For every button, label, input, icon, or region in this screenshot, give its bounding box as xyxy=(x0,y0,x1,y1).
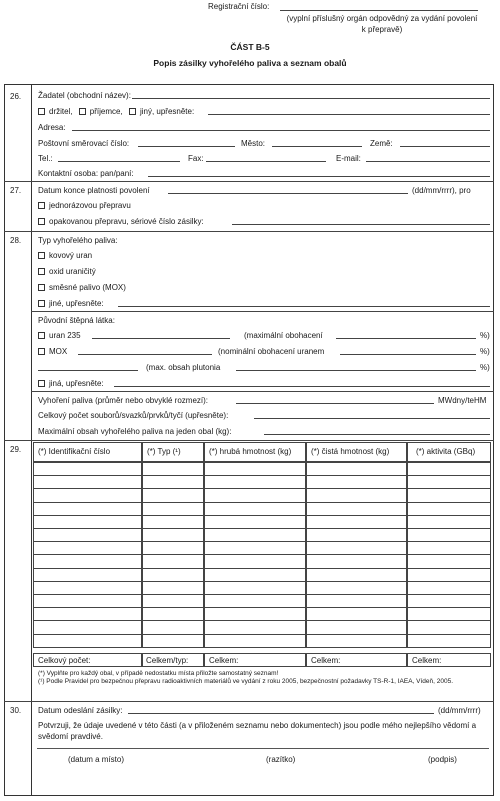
max-enrichment-field[interactable] xyxy=(336,338,476,339)
table-cell[interactable] xyxy=(204,634,306,648)
table-cell[interactable] xyxy=(142,554,204,568)
table-cell[interactable] xyxy=(306,594,407,608)
table-cell[interactable] xyxy=(204,462,306,476)
fuel-option-mox xyxy=(38,283,126,292)
table-cell[interactable] xyxy=(204,554,306,568)
table-cell[interactable] xyxy=(407,554,491,568)
table-cell[interactable] xyxy=(142,581,204,595)
fuel-other-label: jiné, upřesněte: xyxy=(49,299,104,308)
column-header-activity xyxy=(407,442,491,462)
total-count-cell xyxy=(33,653,142,667)
other-role-checkbox[interactable] xyxy=(129,108,136,115)
table-cell[interactable] xyxy=(33,475,142,489)
email-field[interactable] xyxy=(366,161,490,162)
tel-field[interactable] xyxy=(58,161,180,162)
total-type-label: Celkem/typ: xyxy=(146,656,189,665)
stamp-caption: (razítko) xyxy=(266,755,296,764)
fuel-oxide-label: oxid uraničitý xyxy=(49,267,96,276)
country-label: Země: xyxy=(370,139,393,148)
table-cell[interactable] xyxy=(33,634,142,648)
section-divider xyxy=(4,231,494,232)
subsection-divider xyxy=(31,311,494,312)
plutonium-field[interactable] xyxy=(38,370,138,371)
footnote-1: (*) Vyplňte pro každý obal, v případě nedostatku místa přiložte samostatný seznam! xyxy=(38,670,279,677)
fuel-option-other xyxy=(38,299,104,308)
address-field[interactable] xyxy=(72,130,490,131)
table-cell[interactable] xyxy=(407,620,491,634)
signature-caption: (podpis) xyxy=(428,755,457,764)
other-role-label: jiný, upřesněte: xyxy=(139,107,195,116)
repeat-transport-checkbox[interactable] xyxy=(38,218,45,225)
column-header-net xyxy=(306,442,407,462)
section-divider xyxy=(4,440,494,441)
role-options xyxy=(38,107,194,116)
single-transport-option xyxy=(38,201,131,210)
section-26-number: 26. xyxy=(10,92,22,101)
percent-label: %) xyxy=(480,347,490,356)
section-divider xyxy=(4,701,494,702)
registration-note: (vyplní příslušný orgán odpovědný za vydání povolení k přepravě) xyxy=(286,14,478,34)
fax-label: Fax: xyxy=(188,154,204,163)
total-net-label: Celkem: xyxy=(311,656,341,665)
form-title: Popis zásilky vyhořelého paliva a seznam obalů xyxy=(153,58,347,68)
table-cell[interactable] xyxy=(204,502,306,516)
table-cell[interactable] xyxy=(33,554,142,568)
table-cell[interactable] xyxy=(33,528,142,542)
percent-label: %) xyxy=(480,331,490,340)
fuel-mox-label: směsné palivo (MOX) xyxy=(49,283,126,292)
column-header-type-text: (*) Typ (¹) xyxy=(147,447,181,456)
holder-label: držitel, xyxy=(49,107,73,116)
table-cell[interactable] xyxy=(33,502,142,516)
table-cell[interactable] xyxy=(306,607,407,621)
table-cell[interactable] xyxy=(33,515,142,529)
table-cell[interactable] xyxy=(142,568,204,582)
confirmation-text: Potvrzuji, že údaje uvedené v této části (a v přiloženém seznamu nebo dokumentech) jsou podle mého nejlepšího vědomí a svědomí pravdivé. xyxy=(38,721,477,741)
table-cell[interactable] xyxy=(204,528,306,542)
table-cell[interactable] xyxy=(33,620,142,634)
send-date-field[interactable] xyxy=(128,713,434,714)
fissile-material-label: Původní štěpná látka: xyxy=(38,316,115,325)
section-28-number: 28. xyxy=(10,236,22,245)
u235-checkbox[interactable] xyxy=(38,332,45,339)
other-fissile-checkbox[interactable] xyxy=(38,380,45,387)
registration-number-field[interactable] xyxy=(280,10,478,11)
column-header-type xyxy=(142,442,204,462)
expiry-label: Datum konce platnosti povolení xyxy=(38,186,150,195)
table-cell[interactable] xyxy=(407,515,491,529)
mox-option xyxy=(38,347,67,356)
column-header-net-text: (*) čistá hmotnost (kg) xyxy=(311,447,390,456)
table-cell[interactable] xyxy=(306,581,407,595)
table-cell[interactable] xyxy=(33,541,142,555)
table-cell[interactable] xyxy=(204,488,306,502)
max-per-package-field[interactable] xyxy=(264,434,490,435)
column-header-id xyxy=(33,442,142,462)
table-cell[interactable] xyxy=(306,488,407,502)
total-gross-label: Celkem: xyxy=(209,656,239,665)
table-cell[interactable] xyxy=(407,581,491,595)
section-30-number: 30. xyxy=(10,706,22,715)
section-27-number: 27. xyxy=(10,186,22,195)
fuel-metal-checkbox[interactable] xyxy=(38,252,45,259)
table-cell[interactable] xyxy=(204,620,306,634)
table-cell[interactable] xyxy=(306,541,407,555)
city-label: Město: xyxy=(241,139,266,148)
fuel-option-oxide xyxy=(38,267,96,276)
column-header-id-text: (*) Identifikační číslo xyxy=(38,447,111,456)
table-cell[interactable] xyxy=(33,607,142,621)
applicant-label: Žadatel (obchodní název): xyxy=(38,91,131,100)
contact-label: Kontaktní osoba: pan/paní: xyxy=(38,169,134,178)
total-items-label: Celkový počet souborů/svazků/prvků/tyčí (upřesněte): xyxy=(38,411,229,420)
table-cell[interactable] xyxy=(204,568,306,582)
total-activity-label: Celkem: xyxy=(412,656,442,665)
table-cell[interactable] xyxy=(33,488,142,502)
contact-field[interactable] xyxy=(148,176,490,177)
table-cell[interactable] xyxy=(142,594,204,608)
table-cell[interactable] xyxy=(204,515,306,529)
table-cell[interactable] xyxy=(407,594,491,608)
table-cell[interactable] xyxy=(306,620,407,634)
fuel-option-metal xyxy=(38,251,92,260)
table-cell[interactable] xyxy=(407,475,491,489)
u235-field[interactable] xyxy=(92,338,230,339)
total-gross-cell xyxy=(204,653,306,667)
max-plutonium-value-field[interactable] xyxy=(236,370,476,371)
date-place-caption: (datum a místo) xyxy=(68,755,125,764)
single-transport-label: jednorázovou přepravu xyxy=(49,201,131,210)
column-header-gross-text: (*) hrubá hmotnost (kg) xyxy=(209,447,292,456)
table-cell[interactable] xyxy=(407,502,491,516)
single-transport-checkbox[interactable] xyxy=(38,202,45,209)
table-cell[interactable] xyxy=(204,475,306,489)
total-net-cell xyxy=(306,653,407,667)
fax-field[interactable] xyxy=(206,161,326,162)
other-fissile-option xyxy=(38,379,104,388)
table-cell[interactable] xyxy=(407,607,491,621)
postal-code-field[interactable] xyxy=(138,146,235,147)
max-enrichment-label: (maximální obohacení xyxy=(244,331,323,340)
fuel-other-checkbox[interactable] xyxy=(38,300,45,307)
max-per-package-label: Maximální obsah vyhořelého paliva na jeden obal (kg): xyxy=(38,427,232,436)
total-count-label: Celkový počet: xyxy=(38,656,91,665)
repeat-transport-label: opakovanou přepravu, sériové číslo zásilky: xyxy=(49,217,204,226)
fuel-other-field[interactable] xyxy=(118,306,490,307)
table-cell[interactable] xyxy=(306,554,407,568)
mox-checkbox[interactable] xyxy=(38,348,45,355)
table-cell[interactable] xyxy=(142,541,204,555)
expiry-field[interactable] xyxy=(168,193,408,194)
fuel-metal-label: kovový uran xyxy=(49,251,93,260)
u235-label: uran 235 xyxy=(49,331,81,340)
email-label: E-mail: xyxy=(336,154,361,163)
table-cell[interactable] xyxy=(204,594,306,608)
table-cell[interactable] xyxy=(407,568,491,582)
total-items-field[interactable] xyxy=(254,418,490,419)
nominal-enrichment-label: (nominální obohacení uranem xyxy=(218,347,325,356)
nominal-enrichment-field[interactable] xyxy=(340,354,476,355)
table-cell[interactable] xyxy=(306,462,407,476)
footnote-2: (¹) Podle Pravidel pro bezpečnou přepravu radioaktivních materiálů ve vydání z roku 2005, bezpečnostní požadavky TS-R-1, IAEA, Vídeň, 2005. xyxy=(38,678,454,685)
table-cell[interactable] xyxy=(142,620,204,634)
table-cell[interactable] xyxy=(306,475,407,489)
expiry-date-format: (dd/mm/rrrr), pro xyxy=(412,186,471,195)
table-cell[interactable] xyxy=(407,541,491,555)
repeat-transport-option xyxy=(38,217,204,226)
table-cell[interactable] xyxy=(142,607,204,621)
subsection-divider xyxy=(31,391,494,392)
table-cell[interactable] xyxy=(33,462,142,476)
fuel-type-label: Typ vyhořelého paliva: xyxy=(38,236,118,245)
column-header-activity-text: (*) aktivita (GBq) xyxy=(416,447,476,456)
table-cell[interactable] xyxy=(142,528,204,542)
table-cell[interactable] xyxy=(407,634,491,648)
holder-checkbox[interactable] xyxy=(38,108,45,115)
max-plutonium-label: (max. obsah plutonia xyxy=(146,363,221,372)
other-fissile-label: jiná, upřesněte: xyxy=(49,379,104,388)
other-fissile-field[interactable] xyxy=(114,386,490,387)
applicant-field[interactable] xyxy=(132,98,490,99)
table-cell[interactable] xyxy=(142,634,204,648)
table-cell[interactable] xyxy=(306,528,407,542)
recipient-label: příjemce, xyxy=(89,107,123,116)
table-cell[interactable] xyxy=(142,475,204,489)
table-cell[interactable] xyxy=(407,528,491,542)
table-cell[interactable] xyxy=(33,594,142,608)
table-cell[interactable] xyxy=(204,581,306,595)
table-cell[interactable] xyxy=(142,462,204,476)
part-heading: ČÁST B-5 xyxy=(230,42,270,52)
fuel-mox-checkbox[interactable] xyxy=(38,284,45,291)
city-field[interactable] xyxy=(272,146,362,147)
registration-number-label: Registrační číslo: xyxy=(208,2,270,11)
table-cell[interactable] xyxy=(306,634,407,648)
send-date-format: (dd/mm/rrrr) xyxy=(438,706,481,715)
country-field[interactable] xyxy=(400,146,490,147)
table-cell[interactable] xyxy=(33,568,142,582)
table-cell[interactable] xyxy=(33,581,142,595)
section-divider xyxy=(4,181,494,182)
other-role-field[interactable] xyxy=(208,114,490,115)
fuel-oxide-checkbox[interactable] xyxy=(38,268,45,275)
table-cell[interactable] xyxy=(142,488,204,502)
percent-label: %) xyxy=(480,363,490,372)
table-cell[interactable] xyxy=(306,502,407,516)
table-cell[interactable] xyxy=(142,515,204,529)
column-header-gross xyxy=(204,442,306,462)
signature-line[interactable] xyxy=(37,748,489,749)
address-label: Adresa: xyxy=(38,123,66,132)
postal-code-label: Poštovní směrovací číslo: xyxy=(38,139,130,148)
u235-option xyxy=(38,331,81,340)
tel-label: Tel.: xyxy=(38,154,53,163)
serial-number-field[interactable] xyxy=(232,224,490,225)
total-type-cell xyxy=(142,653,204,667)
table-cell[interactable] xyxy=(142,502,204,516)
table-cell[interactable] xyxy=(407,488,491,502)
table-cell[interactable] xyxy=(306,515,407,529)
burnup-field[interactable] xyxy=(236,403,434,404)
burnup-label: Vyhoření paliva (průměr nebo obvyklé rozmezí): xyxy=(38,396,208,405)
mox-label: MOX xyxy=(49,347,68,356)
recipient-checkbox[interactable] xyxy=(79,108,86,115)
burnup-unit: MWdny/teHM xyxy=(438,396,487,405)
mox-field[interactable] xyxy=(78,354,212,355)
table-cell[interactable] xyxy=(306,568,407,582)
table-cell[interactable] xyxy=(204,541,306,555)
total-activity-cell xyxy=(407,653,491,667)
section-29-number: 29. xyxy=(10,445,22,454)
table-cell[interactable] xyxy=(407,462,491,476)
table-cell[interactable] xyxy=(204,607,306,621)
send-date-label: Datum odeslání zásilky: xyxy=(38,706,123,715)
